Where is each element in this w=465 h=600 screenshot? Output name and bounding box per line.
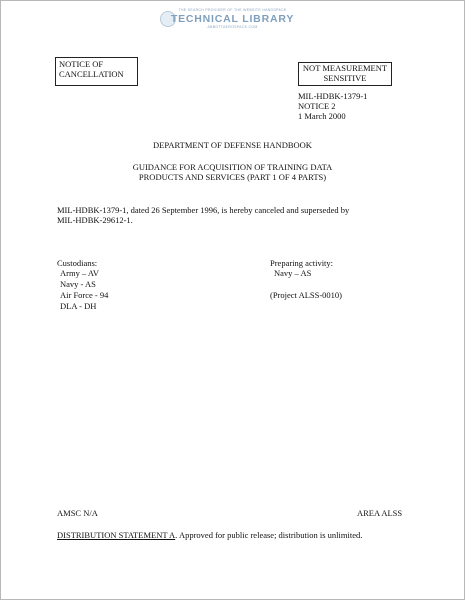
banner-tagline: THE SEARCH PROVIDER OF THE WEBSITE HANDSPACE <box>178 8 287 12</box>
custodian-item: DLA - DH <box>60 301 97 311</box>
custodian-item: Army – AV <box>60 268 100 278</box>
title-line-1: GUIDANCE FOR ACQUISITION OF TRAINING DATA <box>132 162 333 172</box>
project-number: (Project ALSS-0010) <box>270 290 343 300</box>
document-number: MIL-HDBK-1379-1 <box>298 91 368 101</box>
banner-site: ABBOTTAEROSPACE.COM <box>207 25 258 29</box>
custodian-item: Air Force - 94 <box>60 290 109 300</box>
document-date: 1 March 2000 <box>298 111 346 121</box>
notice-of-cancellation-box <box>55 57 138 86</box>
area-label: AREA ALSS <box>357 508 403 518</box>
header-banner <box>165 8 300 34</box>
distribution-statement-label: DISTRIBUTION STATEMENT A <box>57 530 176 540</box>
not-measurement-sensitive-box <box>298 62 392 86</box>
department-heading: DEPARTMENT OF DEFENSE HANDBOOK <box>153 140 312 150</box>
body-line-1: MIL-HDBK-1379-1, dated 26 September 1996, is hereby canceled and superseded by <box>57 205 350 215</box>
custodian-item: Navy - AS <box>60 279 96 289</box>
preparing-activity-value: Navy – AS <box>274 268 312 278</box>
distribution-statement <box>57 530 362 540</box>
custodians-label: Custodians: <box>57 258 98 268</box>
body-line-2: MIL-HDBK-29612-1. <box>57 215 133 225</box>
preparing-activity-label: Preparing activity: <box>270 258 334 268</box>
amsc-label: AMSC N/A <box>57 508 98 518</box>
notice-box-line2: CANCELLATION <box>59 69 124 79</box>
nms-box-line1: NOT MEASUREMENT <box>302 63 388 73</box>
nms-box-line2: SENSITIVE <box>323 73 367 83</box>
notice-box-line1: NOTICE OF <box>59 59 104 69</box>
distribution-statement-text: . Approved for public release; distribution is unlimited. <box>175 530 363 540</box>
notice-number: NOTICE 2 <box>298 101 336 111</box>
banner-brand: TECHNICAL LIBRARY <box>170 13 295 25</box>
title-line-2: PRODUCTS AND SERVICES (PART 1 OF 4 PARTS) <box>138 172 327 182</box>
